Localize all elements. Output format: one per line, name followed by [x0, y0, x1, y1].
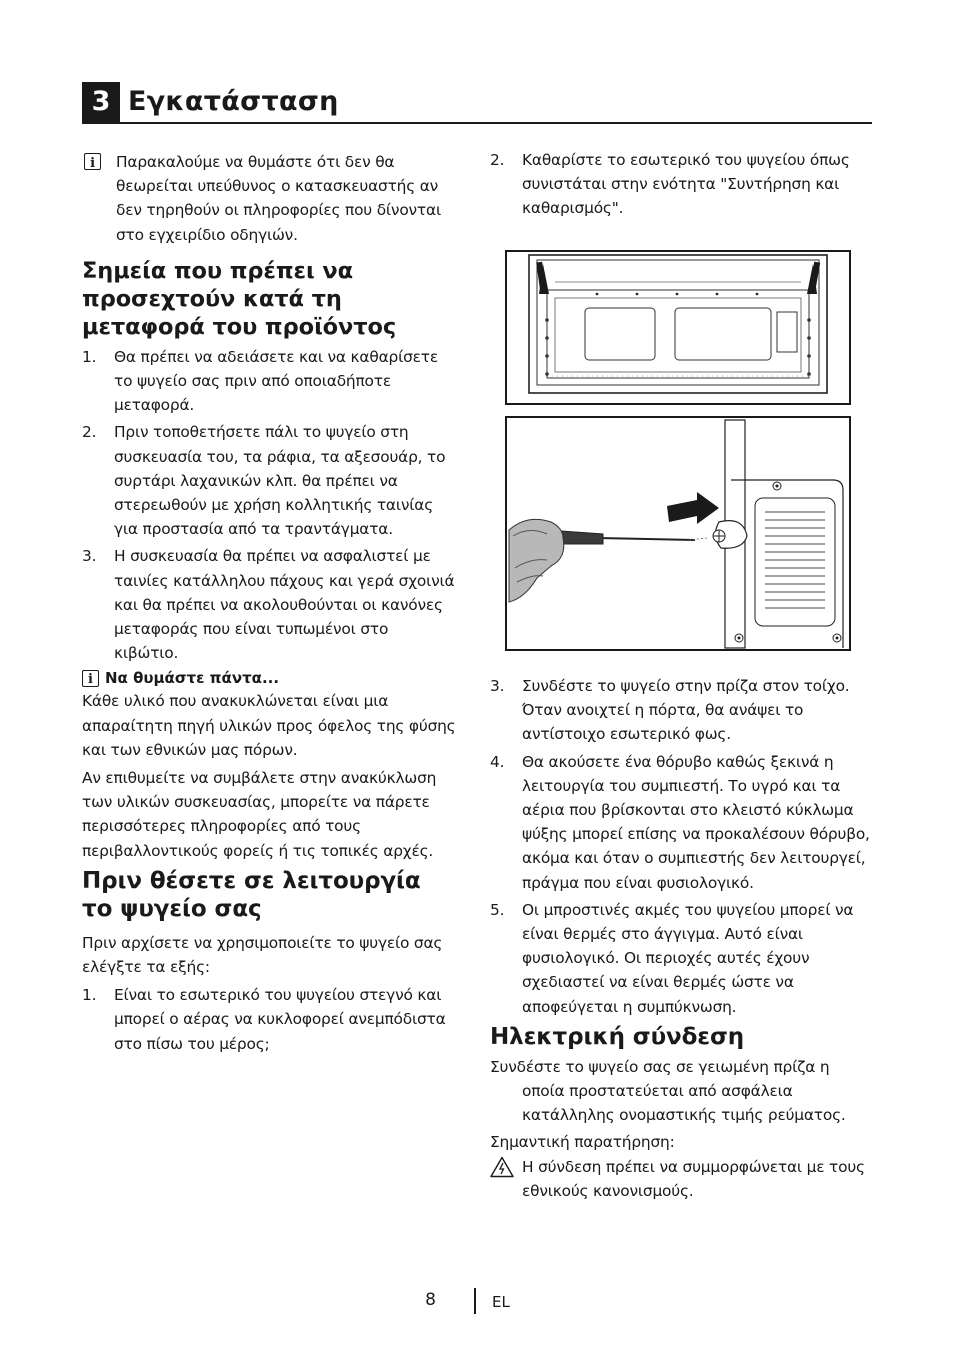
- list-item-number: 2.: [82, 423, 97, 442]
- list-item: [490, 750, 875, 895]
- list-item: [82, 983, 457, 1056]
- list-item-text: Οι μπροστινές ακμές του ψυγείου μπορεί να είναι θερμές στο άγγιγμα. Αυτό είναι φυσιολογικό. Οι περιοχές αυτές έχουν σχεδιαστεί να είναι θερμές ώστε να αποφεύγεται η συμπύκνωση.: [522, 900, 854, 1016]
- list-item-text: Καθαρίστε το εσωτερικό του ψυγείου όπως συνιστάται στην ενότητα "Συντήρηση και καθαρισμός".: [522, 151, 850, 218]
- warning-note: [490, 1155, 875, 1203]
- screwdriver-illustration: [507, 418, 849, 649]
- list-item-text: Θα ακούσετε ένα θόρυβο καθώς ξεκινά η λειτουργία του συμπιεστή. Το υγρό και τα αέρια που βρίσκονται στο κλειστό κύκλωμα ψύξης μπορεί επίσης να προκαλέσουν θόρυβο, ακόμα και όταν ο συμπιεστής δεν λειτουργεί, πράγμα που είναι φυσιολογικό.: [522, 752, 870, 892]
- list-item-number: 3.: [82, 547, 97, 566]
- remember-title-row: [82, 667, 457, 689]
- list-item-number: 1.: [82, 347, 97, 366]
- list-item: [82, 544, 457, 665]
- operate-intro: Πριν αρχίσετε να χρησιμοποιείτε το ψυγείο σας ελέγξτε τα εξής:: [82, 933, 443, 977]
- list-item-number: 4.: [490, 752, 505, 771]
- startup-list: [490, 674, 875, 1019]
- language-code: EL: [492, 1293, 510, 1311]
- remember-title: Να θυμάστε πάντα...: [105, 669, 280, 688]
- info-icon: [82, 670, 99, 687]
- operate-list-continued: [490, 148, 875, 221]
- remember-paragraph-2: Αν επιθυμείτε να συμβάλετε στην ανακύκλωση των υλικών συσκευασίας, μπορείτε να πάρετε περισσότερες πληροφορίες από τους περιβαλλοντικούς φορείς ή τις τοπικές αρχές.: [82, 769, 437, 860]
- list-item-text: Η συσκευασία θα πρέπει να ασφαλιστεί με ταινίες κατάλληλου πάχους και γερά σχοινιά και θα πρέπει να ακολουθούνται οι κανόνες μεταφοράς που είναι τυπωμένοι στο κιβώτιο.: [114, 547, 455, 663]
- list-item-text: Συνδέστε το ψυγείο στην πρίζα στον τοίχο. Όταν ανοιχτεί η πόρτα, θα ανάψει το αντίστοιχο εσωτερικό φως.: [522, 677, 850, 744]
- electrical-warning-icon: [490, 1156, 514, 1178]
- chapter-header: [82, 82, 872, 124]
- screwdriver-figure: [505, 416, 851, 651]
- list-item-text: Θα πρέπει να αδειάσετε και να καθαρίσετε το ψυγείο σας πριν από οποιαδήποτε μεταφορά.: [114, 347, 438, 415]
- transport-heading: Σημεία που πρέπει να προσεχτούν κατά τη μεταφορά του προϊόντος: [82, 257, 397, 340]
- footer-divider: [474, 1288, 476, 1314]
- list-item-number: 3.: [490, 677, 505, 695]
- list-item: [490, 148, 875, 221]
- chapter-number: 3: [82, 82, 120, 122]
- page-number: 8: [425, 1290, 436, 1310]
- list-item-text: Πριν τοποθετήσετε πάλι το ψυγείο στη συσκευασία του, τα ράφια, τα αξεσουάρ, το συρτάρι λαχανικών κλπ. θα πρέπει να στερεωθούν με χρήση κολλητικής ταινίας για προστασία από τα τραντάγματα.: [114, 423, 446, 539]
- fridge-rear-figure: [505, 250, 851, 405]
- left-column: [82, 150, 457, 1056]
- right-column-top: [490, 148, 875, 221]
- list-item: [82, 420, 457, 541]
- list-item: [490, 898, 875, 1019]
- operate-list: [82, 983, 457, 1056]
- chapter-title: Εγκατάσταση: [128, 86, 339, 117]
- operate-heading: Πριν θέσετε σε λειτουργία το ψυγείο σας: [82, 867, 421, 922]
- important-label: Σημαντική παρατήρηση:: [490, 1133, 675, 1152]
- fridge-rear-illustration: [507, 252, 849, 403]
- list-item-number: 5.: [490, 900, 505, 919]
- transport-list: [82, 345, 457, 666]
- list-item-number: 2.: [490, 151, 505, 169]
- warning-text: Η σύνδεση πρέπει να συμμορφώνεται με τους εθνικούς κανονισμούς.: [522, 1157, 865, 1200]
- right-column-bottom: [490, 674, 875, 1203]
- info-icon: [84, 153, 101, 170]
- manufacturer-note: [82, 150, 457, 247]
- remember-paragraph-1: Κάθε υλικό που ανακυκλώνεται είναι μια απαραίτητη πηγή υλικών προς όφελος της φύσης και των εθνικών μας πόρων.: [82, 692, 456, 759]
- electrical-text: Συνδέστε το ψυγείο σας σε γειωμένη πρίζα η οποία προστατεύεται από ασφάλεια κατάλληλης ονομαστικής τιμής ρεύματος.: [490, 1057, 846, 1125]
- list-item: [82, 345, 457, 418]
- list-item-text: Είναι το εσωτερικό του ψυγείου στεγνό και μπορεί ο αέρας να κυκλοφορεί ανεμπόδιστα στο πίσω του μέρος;: [114, 986, 446, 1053]
- electrical-heading: Ηλεκτρική σύνδεση: [490, 1023, 745, 1050]
- list-item-number: 1.: [82, 986, 97, 1005]
- manufacturer-note-text: Παρακαλούμε να θυμάστε ότι δεν θα θεωρείται υπεύθυνος ο κατασκευαστής αν δεν τηρηθούν οι πληροφορίες που δίνονται στο εγχειρίδιο οδηγιών.: [116, 153, 441, 244]
- list-item: [490, 674, 875, 747]
